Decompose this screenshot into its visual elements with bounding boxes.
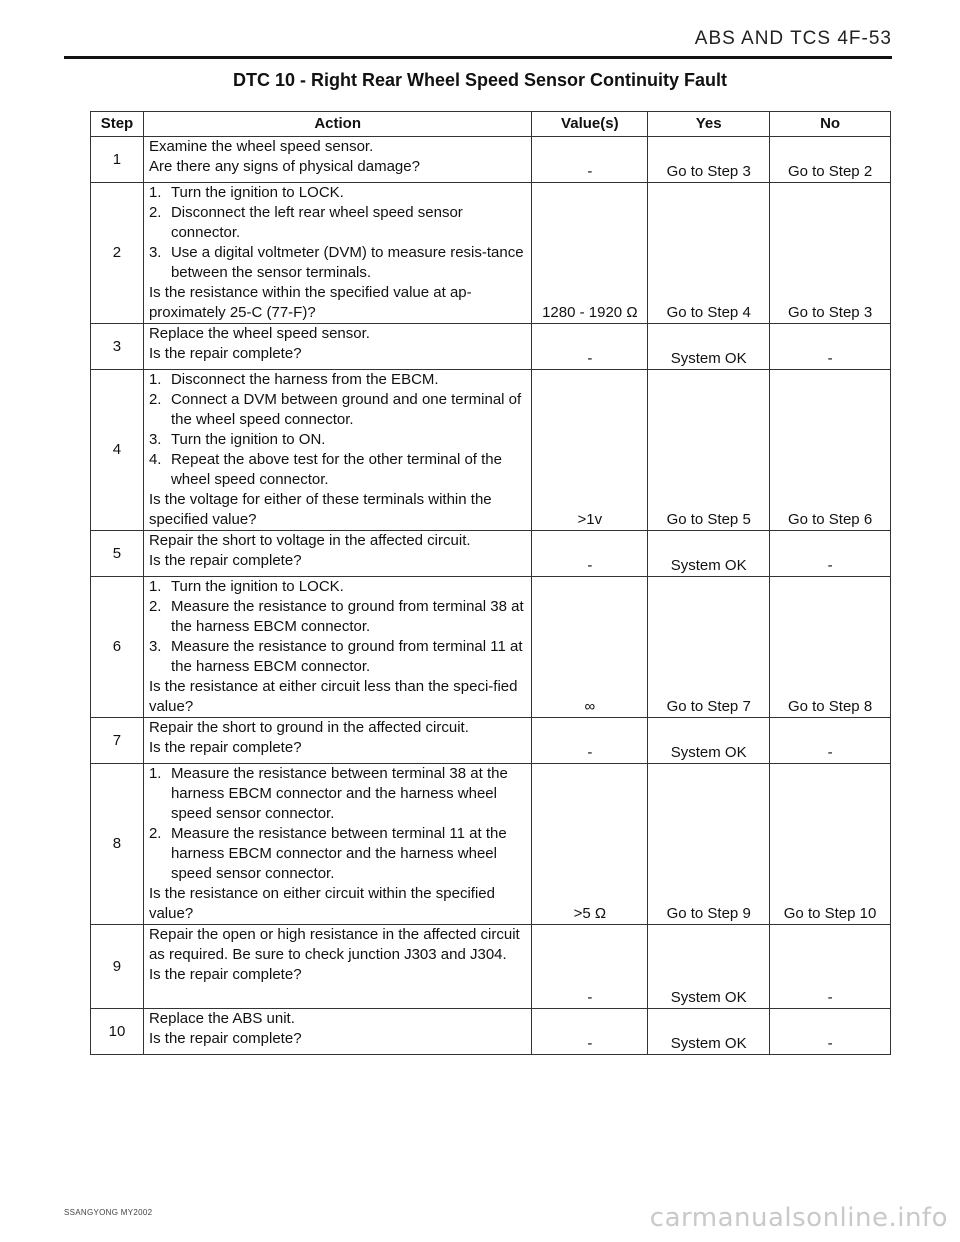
step-number: 2	[91, 183, 144, 324]
table-row	[91, 577, 891, 718]
no-cell: -	[770, 718, 891, 764]
step-number: 4	[91, 370, 144, 531]
header-no: No	[770, 112, 891, 137]
value-cell: >1v	[532, 370, 648, 531]
yes-cell: Go to Step 4	[648, 183, 770, 324]
no-cell: Go to Step 3	[770, 183, 891, 324]
yes-cell: Go to Step 7	[648, 577, 770, 718]
action-text: Repair the short to voltage in the affected circuit.	[148, 532, 471, 549]
value-cell: -	[532, 925, 648, 1009]
action-step-text: Measure the resistance to ground from terminal 11 at the harness EBCM connector.	[170, 638, 523, 675]
action-step-item	[149, 597, 526, 637]
value-cell: -	[532, 1009, 648, 1055]
value-cell: 1280 - 1920 Ω	[532, 183, 648, 324]
yes-cell: System OK	[648, 718, 770, 764]
no-cell: -	[770, 324, 891, 370]
yes-cell: Go to Step 3	[648, 137, 770, 183]
step-number: 6	[91, 577, 144, 718]
action-text: Examine the wheel speed sensor.	[148, 138, 374, 155]
yes-cell: System OK	[648, 531, 770, 577]
action-cell	[143, 577, 531, 718]
action-question: Is the resistance on either circuit within the specified value?	[148, 885, 495, 922]
step-number: 9	[91, 925, 144, 1009]
no-cell: Go to Step 6	[770, 370, 891, 531]
action-step-number: 4.	[148, 451, 162, 468]
table-row	[91, 718, 891, 764]
header-step: Step	[91, 112, 144, 137]
watermark: carmanualsonline.info	[649, 1203, 948, 1233]
no-cell: Go to Step 8	[770, 577, 891, 718]
no-cell: Go to Step 10	[770, 764, 891, 925]
value-cell: -	[532, 531, 648, 577]
action-cell	[143, 1009, 531, 1055]
page-header-title: ABS AND TCS 4F-53	[694, 28, 892, 49]
action-step-item	[149, 203, 526, 243]
value-cell: -	[532, 324, 648, 370]
action-step-number: 3.	[148, 431, 162, 448]
action-step-text: Turn the ignition to LOCK.	[170, 184, 344, 201]
action-question: Is the resistance within the specified value at ap-proximately 25-C (77-F)?	[148, 284, 472, 321]
action-step-text: Use a digital voltmeter (DVM) to measure resis-tance between the sensor terminals.	[170, 244, 524, 281]
yes-cell: Go to Step 9	[648, 764, 770, 925]
action-steps-list	[149, 370, 526, 490]
action-text: Replace the ABS unit.	[148, 1010, 295, 1027]
step-number: 8	[91, 764, 144, 925]
table-row	[91, 183, 891, 324]
action-step-number: 3.	[148, 638, 162, 655]
table-row	[91, 1009, 891, 1055]
table-row	[91, 137, 891, 183]
action-step-item	[149, 390, 526, 430]
no-cell: -	[770, 531, 891, 577]
yes-cell: System OK	[648, 324, 770, 370]
step-number: 7	[91, 718, 144, 764]
page-title: DTC 10 - Right Rear Wheel Speed Sensor Continuity Fault	[232, 70, 728, 90]
header-values: Value(s)	[532, 112, 648, 137]
step-number: 1	[91, 137, 144, 183]
action-question: Is the repair complete?	[148, 739, 302, 756]
action-question: Are there any signs of physical damage?	[148, 158, 420, 175]
action-cell	[143, 531, 531, 577]
action-step-item	[149, 824, 526, 884]
no-cell: -	[770, 925, 891, 1009]
action-question: Is the repair complete?	[148, 966, 302, 983]
action-question: Is the repair complete?	[148, 1030, 302, 1047]
header-action: Action	[143, 112, 531, 137]
action-steps-list	[149, 764, 526, 884]
action-step-item	[149, 577, 526, 597]
table-row	[91, 324, 891, 370]
action-cell	[143, 370, 531, 531]
step-number: 5	[91, 531, 144, 577]
action-cell	[143, 925, 531, 1009]
action-text: Repair the short to ground in the affected circuit.	[148, 719, 469, 736]
action-step-text: Disconnect the left rear wheel speed sensor connector.	[170, 204, 463, 241]
action-step-item	[149, 370, 526, 390]
action-steps-list	[149, 183, 526, 283]
action-step-text: Measure the resistance between terminal 38 at the harness EBCM connector and the harness wheel speed sensor connector.	[170, 765, 508, 822]
action-step-number: 1.	[148, 371, 162, 388]
no-cell: -	[770, 1009, 891, 1055]
action-text: Repair the open or high resistance in the affected circuit as required. Be sure to check junction J303 and J304.	[148, 926, 520, 963]
action-step-text: Disconnect the harness from the EBCM.	[170, 371, 439, 388]
value-cell: -	[532, 137, 648, 183]
action-step-item	[149, 764, 526, 824]
action-step-number: 2.	[148, 391, 162, 408]
action-text: Replace the wheel speed sensor.	[148, 325, 370, 342]
action-step-number: 1.	[148, 578, 162, 595]
action-step-item	[149, 637, 526, 677]
action-cell	[143, 764, 531, 925]
action-cell	[143, 718, 531, 764]
action-step-item	[149, 430, 526, 450]
table-row	[91, 531, 891, 577]
value-cell: >5 Ω	[532, 764, 648, 925]
action-step-text: Repeat the above test for the other terminal of the wheel speed connector.	[170, 451, 502, 488]
action-step-number: 1.	[148, 184, 162, 201]
action-step-item	[149, 243, 526, 283]
action-question: Is the repair complete?	[148, 345, 302, 362]
table-row	[91, 925, 891, 1009]
header-yes: Yes	[648, 112, 770, 137]
value-cell: ∞	[532, 577, 648, 718]
action-step-text: Measure the resistance between terminal 11 at the harness EBCM connector and the harness wheel speed sensor connector.	[170, 825, 507, 882]
action-step-number: 3.	[148, 244, 162, 261]
table-header-row	[91, 112, 891, 137]
value-cell: -	[532, 718, 648, 764]
action-step-item	[149, 183, 526, 203]
yes-cell: System OK	[648, 1009, 770, 1055]
action-step-text: Connect a DVM between ground and one terminal of the wheel speed connector.	[170, 391, 522, 428]
action-step-number: 2.	[148, 204, 162, 221]
action-question: Is the resistance at either circuit less than the speci-fied value?	[148, 678, 518, 715]
table-row	[91, 764, 891, 925]
action-question: Is the repair complete?	[148, 552, 302, 569]
action-cell	[143, 324, 531, 370]
no-cell: Go to Step 2	[770, 137, 891, 183]
action-step-number: 2.	[148, 598, 162, 615]
action-step-text: Turn the ignition to LOCK.	[170, 578, 344, 595]
step-number: 3	[91, 324, 144, 370]
yes-cell: System OK	[648, 925, 770, 1009]
table-row	[91, 370, 891, 531]
action-step-number: 2.	[148, 825, 162, 842]
action-step-number: 1.	[148, 765, 162, 782]
action-steps-list	[149, 577, 526, 677]
footer-text: SSANGYONG MY2002	[64, 1208, 153, 1217]
action-step-item	[149, 450, 526, 490]
header-rule	[64, 56, 892, 59]
action-step-text: Turn the ignition to ON.	[170, 431, 326, 448]
diagnostic-table	[90, 111, 891, 1055]
action-step-text: Measure the resistance to ground from terminal 38 at the harness EBCM connector.	[170, 598, 524, 635]
action-cell	[143, 183, 531, 324]
action-question: Is the voltage for either of these terminals within the specified value?	[148, 491, 492, 528]
step-number: 10	[91, 1009, 144, 1055]
yes-cell: Go to Step 5	[648, 370, 770, 531]
action-cell	[143, 137, 531, 183]
